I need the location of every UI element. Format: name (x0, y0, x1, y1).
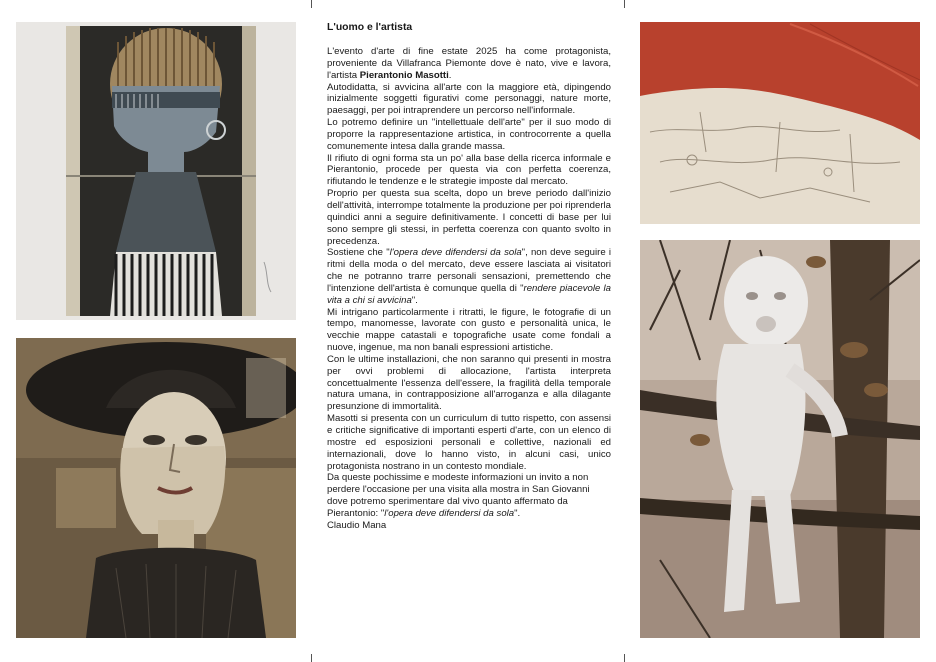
article-heading: L'uomo e l'artista (327, 22, 413, 33)
quote-opera-final: l'opera deve difendersi da sola (384, 507, 515, 519)
paragraph-ritratti: Mi intrigano particolarmente i ritratti, le figure, le fotografie di un tempo, manomesse, lavorate con gusto e personalità unica, le vecchie mappe catastali e topografiche usate come fondali a nuove, ingenue, ma non banali espressioni artistiche. (327, 306, 611, 354)
sostiene-text-a: Sostiene che " (327, 247, 390, 259)
paragraph-installazioni: Con le ultime installazioni, che non saranno qui presenti in mostra per ovvi problemi di allocazione, l'artista interpreta concettualmente l'essenza dell'essere, la fragilità della temporale natura umana, in contrapposizione all'arroganza e alla dilagante presunzione di immortalità. (327, 353, 611, 413)
author-signature: Claudio Mana (327, 519, 387, 531)
artwork-white-figure-branches (640, 240, 920, 638)
quote-piacevole: rendere piacevole la vita a chi si avvicina (327, 282, 611, 306)
paragraph-sostiene (327, 247, 611, 306)
paragraph-curriculum: Masotti si presenta con un curriculum di tutto rispetto, con assensi e critiche significative di importanti esperti d'arte, con un elenco di mostre ed esposizioni personali e collettive, nazionali ed internazionali, dove lo hanno visto, in alcuni casi, unico protagonista nostrano in un contesto mondiale. (327, 413, 611, 472)
fold-mark-top-left (311, 0, 312, 8)
invito-text-a: Da queste pochissime e modeste informazioni un invito a non perdere l'occasione per una visita alla mostra in San Giovanni dove potremo sperimentare dal vivo quanto affermato da Pierantonio: " (327, 472, 590, 519)
fold-mark-top-right (624, 0, 625, 8)
paragraph-intellettuale: Lo potremo definire un "intellettuale dell'arte" per il suo modo di proporre la rappresentazione artistica, in controcorrente a quella comunemente intesa dalla grande massa. (327, 117, 611, 152)
sostiene-text-c: ". (411, 294, 418, 306)
fold-mark-bottom-left (311, 654, 312, 662)
paragraph-autodidatta: Autodidatta, si avvicina all'arte con la maggiore età, dipingendo inizialmente soggetti figurativi come personaggi, nature morte, paesaggi, per poi intraprendere un percorso nell'informale. (327, 81, 611, 117)
paragraph-intro (327, 46, 611, 82)
invito-text-b: ". (514, 507, 521, 519)
artwork-red-map (640, 22, 920, 224)
artist-name: Pierantonio Masotti (359, 69, 449, 81)
article-column (327, 22, 611, 532)
quote-opera: l'opera deve difendersi da sola (389, 247, 522, 259)
sostiene-text-b: ", non deve seguire i ritmi della moda o del mercato, deve essere lasciata ai visitatori che ne potranno trarre personali sensazioni, premettendo che l'intenzione dell'artista è comunque quella di " (327, 247, 611, 294)
fold-mark-bottom-right (624, 654, 625, 662)
artwork-portrait-woman-hat (16, 338, 296, 638)
paragraph-rifiuto: Il rifiuto di ogni forma sta un po' alla base della ricerca informale e Pierantonio, procede per questa via con perfetta coerenza, rifiutando le tendenze e le strategie imposte dal mercato. (327, 152, 611, 188)
paragraph-invito (327, 472, 611, 519)
artwork-collage-figure (16, 22, 296, 320)
paragraph-scelta: Proprio per questa sua scelta, dopo un breve periodo dall'inizio dell'attività, interrompe totalmente la produzione per poi riprenderla quindici anni a seguire definitivamente. I concetti di base per lui sono sempre gli stessi, in perfetta coerenza con quanto svolto in precedenza. (327, 188, 611, 247)
intro-text: L'evento d'arte di fine estate 2025 ha come protagonista, proveniente da Villafranca Piemonte dove è nato, vive e lavora, l'artista (327, 46, 611, 81)
intro-end: . (448, 69, 452, 81)
